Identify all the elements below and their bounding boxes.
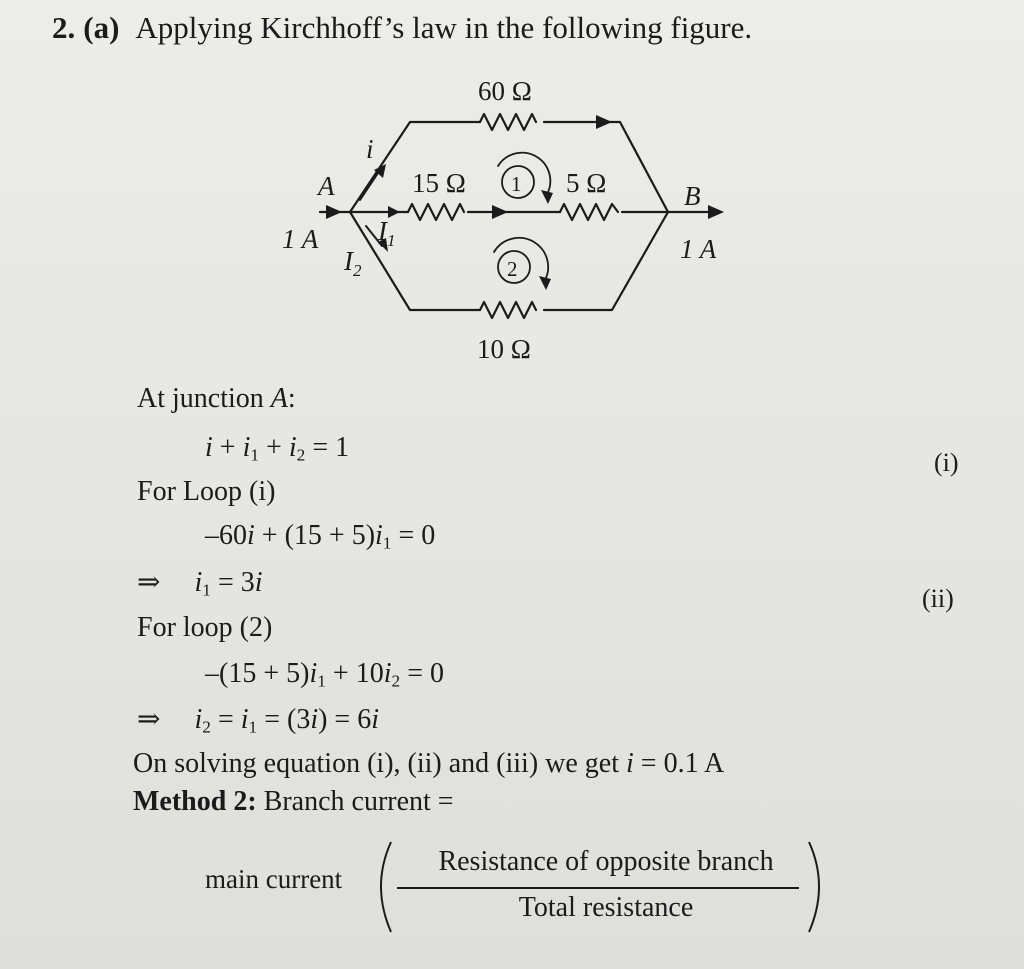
problem-part: (a) bbox=[83, 10, 120, 45]
arrow-i1 bbox=[388, 206, 400, 218]
arrow-out bbox=[708, 205, 724, 219]
formula-lead: main current bbox=[205, 864, 343, 894]
current-bottom-label: $I_2$ bbox=[344, 246, 362, 280]
loop-2-arrow bbox=[494, 238, 548, 282]
equation-tag-2: (ii) bbox=[922, 584, 954, 613]
equation-3: ⇒ $i_1 = 3i$ bbox=[137, 567, 263, 600]
i-arrow-line bbox=[360, 170, 380, 200]
formula-numerator: Resistance of opposite branch bbox=[438, 846, 774, 877]
node-b-label: B bbox=[684, 181, 701, 211]
current-in-label: 1 A bbox=[282, 224, 319, 254]
resistor-5-symbol bbox=[560, 204, 618, 220]
loop-1-arrow bbox=[498, 153, 550, 196]
arrow-in bbox=[326, 205, 342, 219]
loop-1-label: 1 bbox=[511, 172, 522, 196]
problem-title: Applying Kirchhoff’s law in the following figure. bbox=[135, 10, 753, 45]
problem-number: 2. bbox=[52, 10, 76, 45]
label-60-ohm: 60 Ω bbox=[478, 76, 532, 106]
resistor-15-symbol bbox=[408, 204, 464, 220]
result-line: On solving equation (i), (ii) and (iii) we get i = 0.1 A bbox=[133, 748, 725, 779]
current-out-label: 1 A bbox=[680, 234, 717, 264]
arrow-top bbox=[596, 115, 612, 129]
label-15-ohm: 15 Ω bbox=[412, 168, 466, 198]
loop-2-arrowhead bbox=[539, 276, 551, 290]
equation-4: $-(15 + 5)i_1 + 10i_2 = 0$ bbox=[205, 658, 444, 691]
current-mid-label: $I_1$ bbox=[378, 216, 396, 250]
left-paren bbox=[381, 842, 391, 932]
loop-2-label: 2 bbox=[507, 257, 518, 281]
method-2-line: Method 2: Branch current = bbox=[133, 786, 454, 817]
loop-1-arrowhead bbox=[541, 190, 553, 204]
equation-1: $i + i_1 + i_2 = 1$ bbox=[205, 432, 350, 465]
top-wire bbox=[350, 122, 668, 212]
junction-label: At junction A: bbox=[137, 383, 296, 414]
resistor-10-symbol bbox=[480, 302, 536, 318]
circuit-diagram bbox=[0, 0, 1024, 380]
current-top-label: i bbox=[366, 134, 374, 164]
formula-denominator: Total resistance bbox=[518, 892, 694, 923]
label-5-ohm: 5 Ω bbox=[566, 168, 607, 198]
loop-1-heading: For Loop (i) bbox=[137, 476, 276, 507]
arrow-mid bbox=[492, 205, 508, 219]
node-a-label: A bbox=[318, 171, 335, 201]
label-10-ohm: 10 Ω bbox=[477, 334, 531, 364]
loop-2-heading: For loop (2) bbox=[137, 612, 273, 643]
equation-tag-1: (i) bbox=[934, 448, 959, 477]
equation-2: $-60i + (15 + 5)i_1 = 0$ bbox=[205, 520, 436, 553]
resistor-60-symbol bbox=[480, 114, 536, 130]
equation-5: ⇒ $i_2 = i_1 = (3i) = 6i$ bbox=[137, 704, 380, 737]
